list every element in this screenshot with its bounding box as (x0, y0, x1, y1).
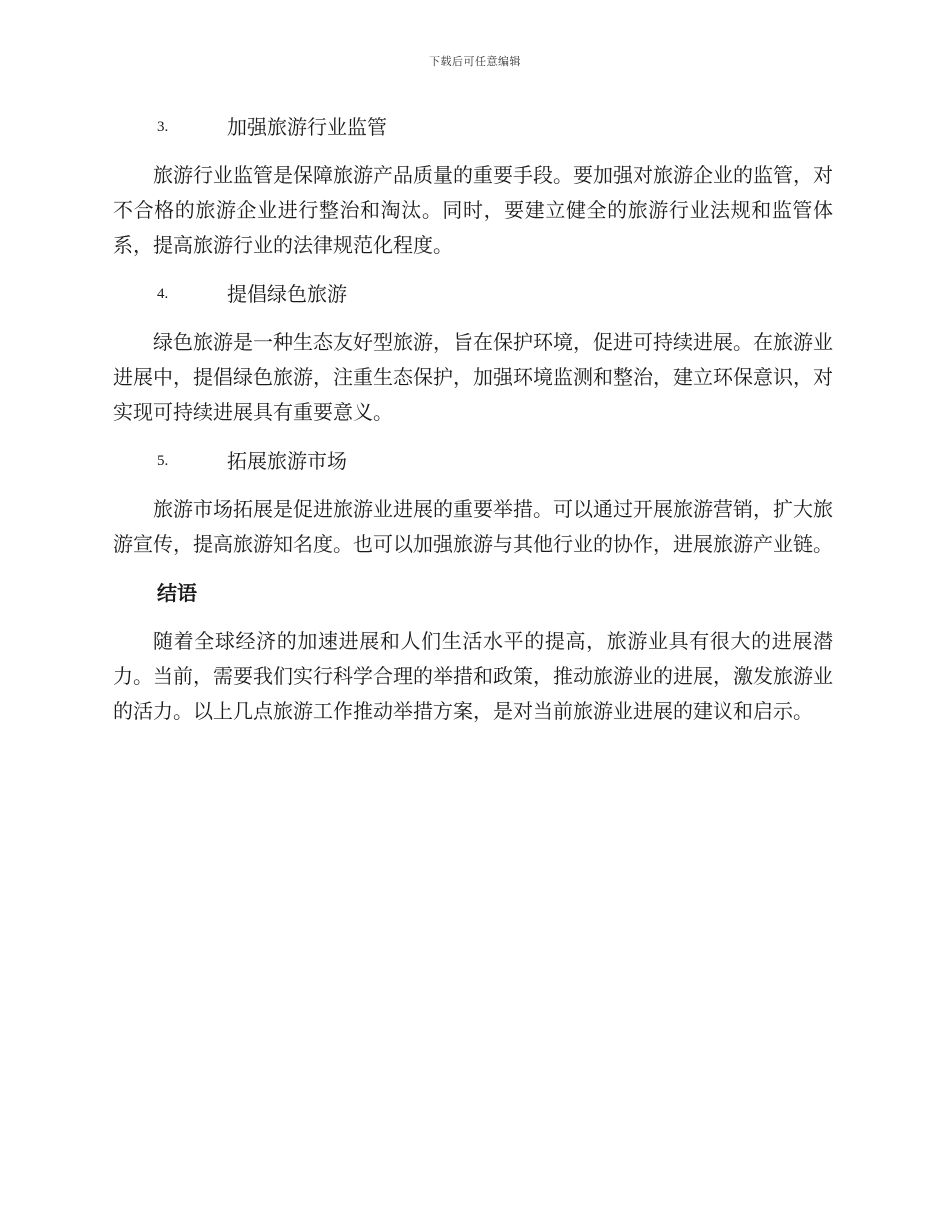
section-title: 加强旅游行业监管 (227, 115, 387, 139)
section-heading-5 (113, 442, 833, 480)
conclusion-title: 结语 (157, 581, 197, 605)
section-paragraph: 旅游行业监管是保障旅游产品质量的重要手段。要加强对旅游企业的监管，对不合格的旅游企业进行整治和淘汰。同时，要建立健全的旅游行业法规和监管体系，提高旅游行业的法律规范化程度。 (113, 163, 833, 257)
header-note: 下载后可任意编辑 (429, 55, 521, 68)
section-number: 4. (157, 286, 169, 302)
section-title: 拓展旅游市场 (227, 449, 347, 473)
conclusion-paragraph: 随着全球经济的加速进展和人们生活水平的提高，旅游业具有很大的进展潜力。当前，需要我们实行科学合理的举措和政策，推动旅游业的进展，激发旅游业的活力。以上几点旅游工作推动举措方案，是对当前旅游业进展的建议和启示。 (113, 629, 833, 723)
section-title: 提倡绿色旅游 (227, 282, 347, 306)
section-number: 5. (157, 453, 169, 469)
section-heading-4 (113, 275, 833, 313)
section-paragraph: 旅游市场拓展是促进旅游业进展的重要举措。可以通过开展旅游营销，扩大旅游宣传，提高旅游知名度。也可以加强旅游与其他行业的协作，进展旅游产业链。 (113, 497, 833, 556)
document-content (113, 108, 833, 741)
section-heading-3 (113, 108, 833, 146)
section-number: 3. (157, 119, 169, 135)
section-paragraph: 绿色旅游是一种生态友好型旅游，旨在保护环境，促进可持续进展。在旅游业进展中，提倡绿色旅游，注重生态保护，加强环境监测和整治，建立环保意识，对实现可持续进展具有重要意义。 (113, 330, 833, 424)
